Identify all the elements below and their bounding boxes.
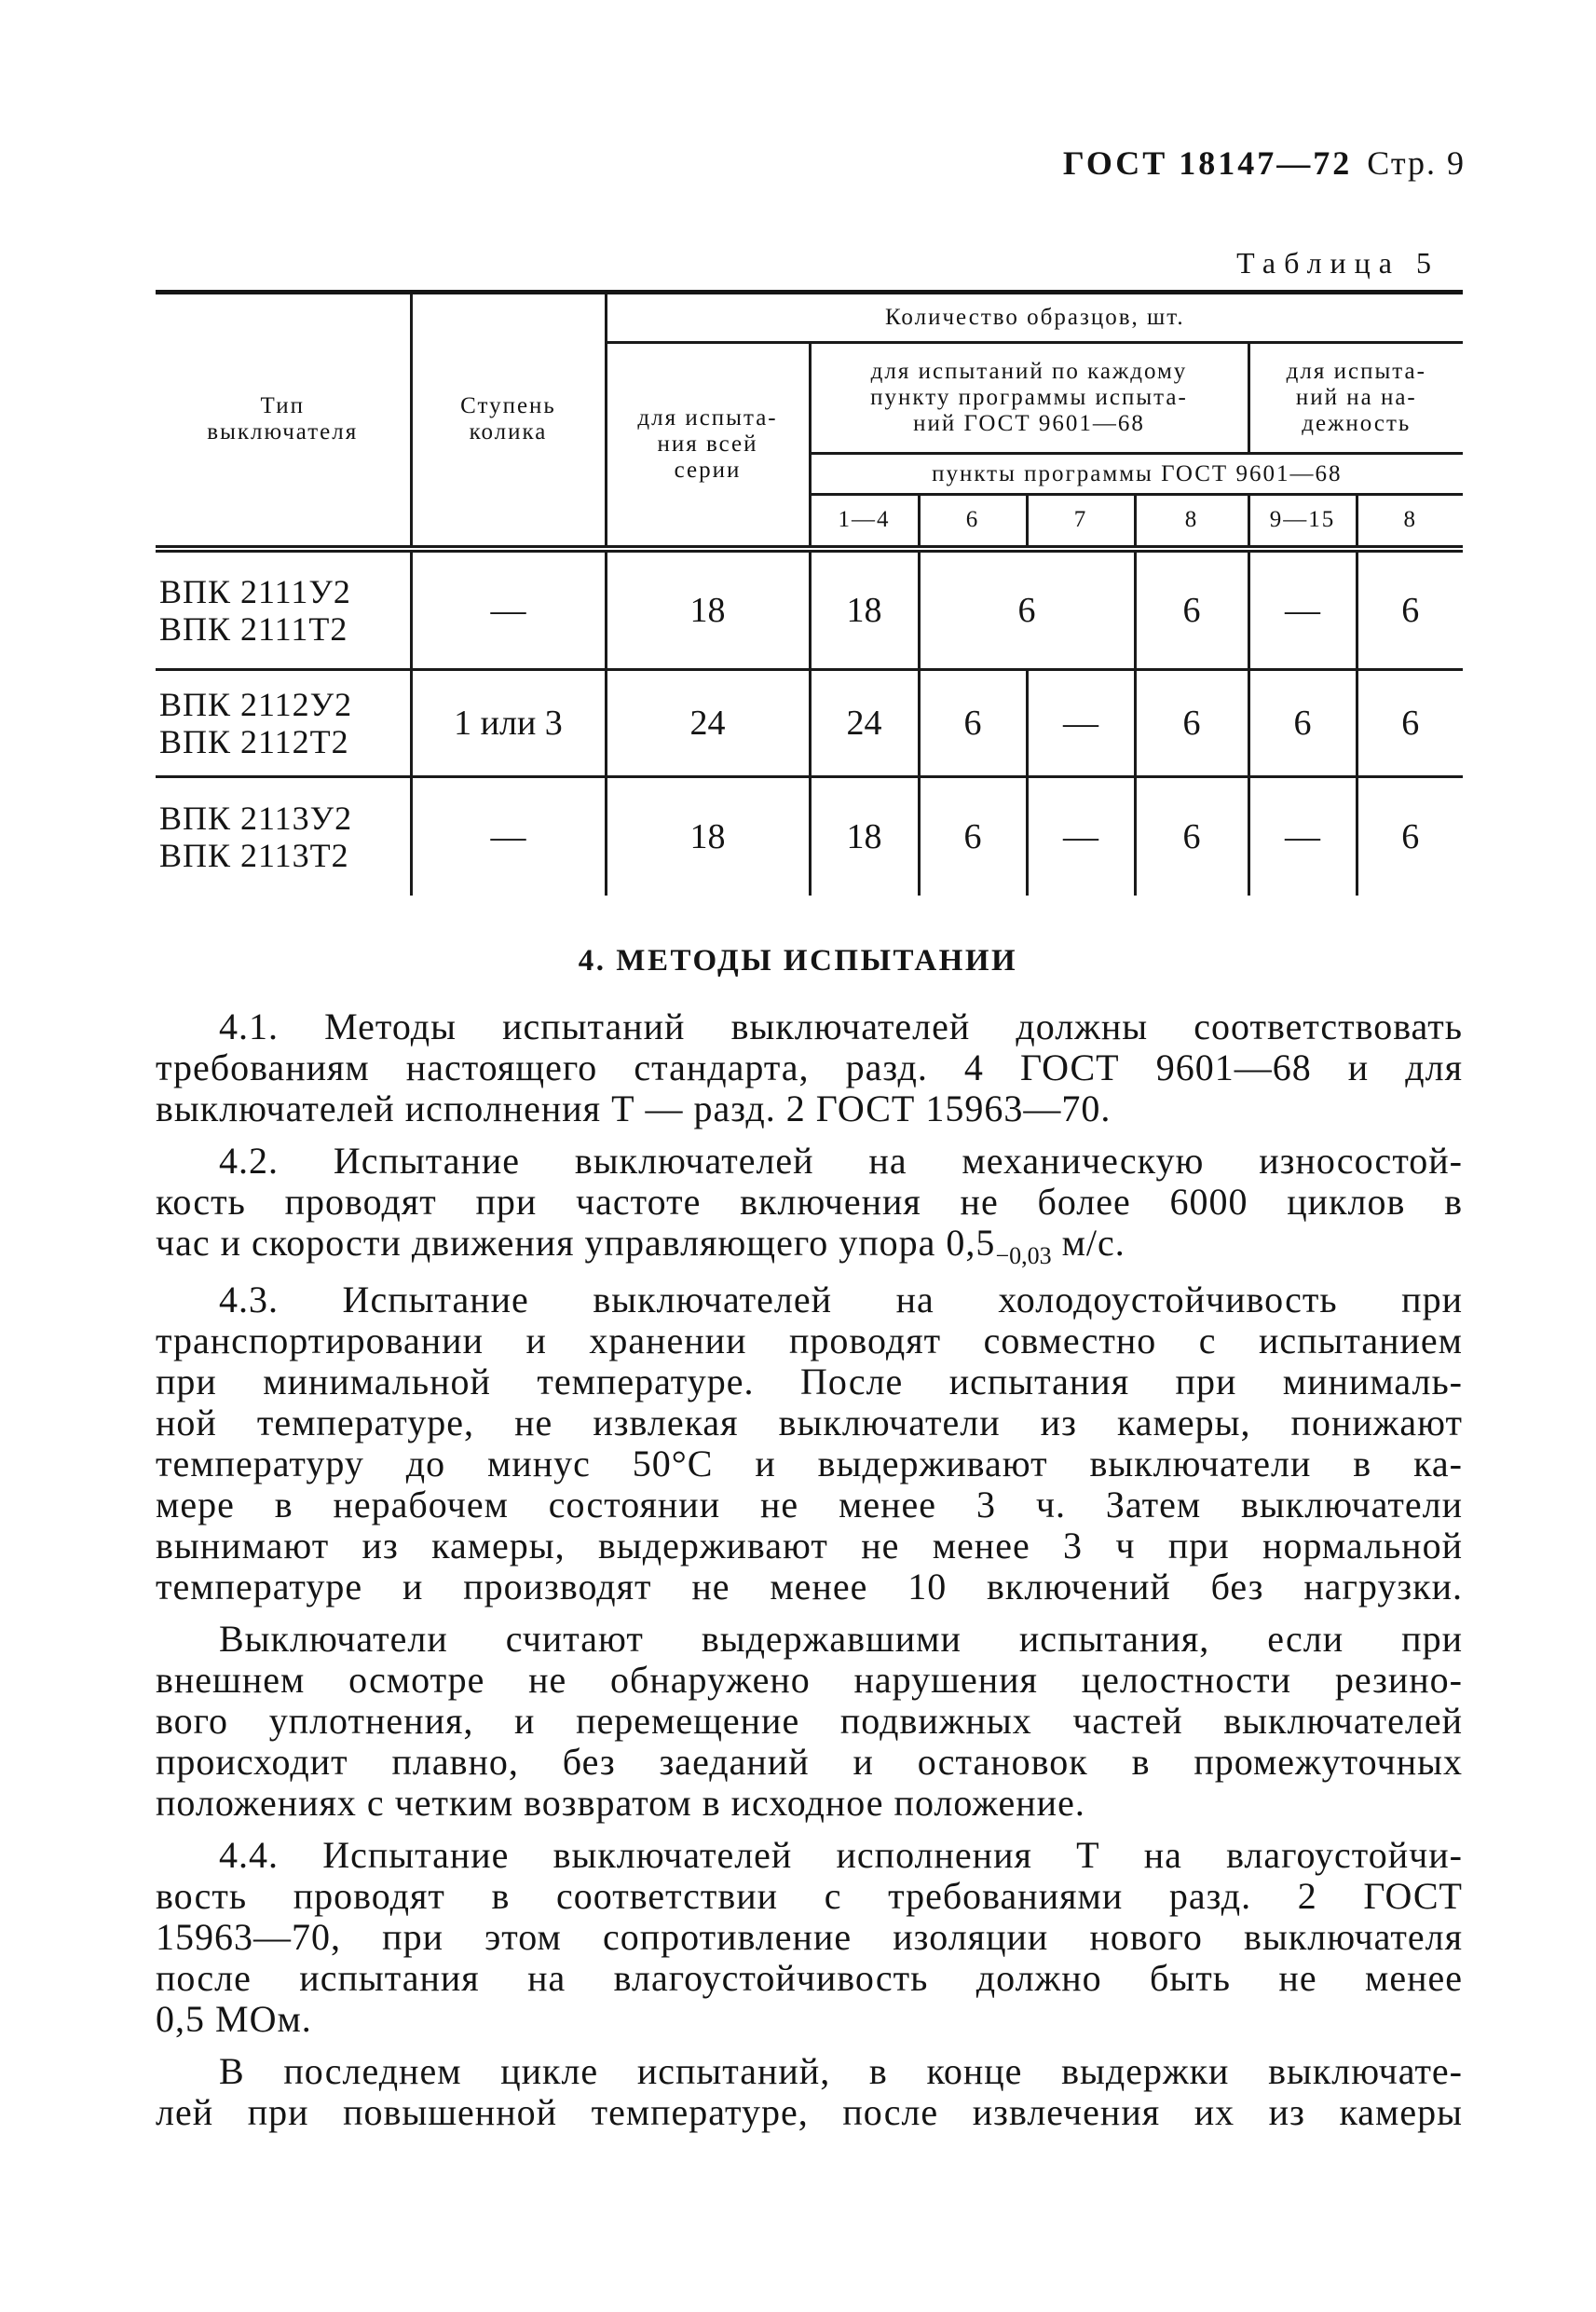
paragraph-4-3-result bbox=[156, 1619, 1463, 1824]
page-number: Стр. 9 bbox=[1367, 144, 1466, 182]
whole-series-cell: 18 bbox=[606, 777, 810, 896]
switch-type-cell bbox=[156, 777, 411, 896]
paragraph-4-4-continued bbox=[156, 2051, 1463, 2133]
text-line: 4.3. Испытание выключателей на холодоустойчивость при bbox=[219, 1279, 1463, 1320]
sample-count-cell: — bbox=[1248, 777, 1357, 896]
text-line: кость проводят при частоте включения не более 6000 циклов в bbox=[156, 1181, 1463, 1223]
text-line: 15963—70, при этом сопротивление изоляции нового выключателя bbox=[156, 1916, 1463, 1958]
header-whole-series bbox=[606, 343, 810, 549]
text-line: происходит плавно, без заеданий и остановок в промежуточных bbox=[156, 1741, 1463, 1783]
text-line: Выключатели считают выдержавшими испытания, если при bbox=[219, 1618, 1463, 1660]
text-line: температуре и производят не менее 10 включений без нагрузки. bbox=[156, 1566, 1463, 1607]
switch-type: ВПК 2113Т2 bbox=[159, 836, 349, 874]
text-line: транспортировании и хранении проводят совместно с испытанием bbox=[156, 1320, 1463, 1361]
switch-type-cell bbox=[156, 670, 411, 777]
header-item-col: 9—15 bbox=[1248, 495, 1357, 549]
stage-cell: — bbox=[411, 777, 606, 896]
text-line: требованиям настоящего стандарта, разд. 4 ГОСТ 9601—68 и для bbox=[156, 1047, 1463, 1088]
sample-count-cell: 6 bbox=[919, 549, 1135, 670]
table-row bbox=[156, 777, 1463, 896]
text-line: вого уплотнения, и перемещение подвижных частей выключателей bbox=[156, 1700, 1463, 1742]
stage-cell: — bbox=[411, 549, 606, 670]
speed-text: час и скорости движения управляющего упора 0,5 bbox=[156, 1222, 996, 1264]
running-header bbox=[1063, 144, 1466, 182]
table-caption: Таблица 5 bbox=[1236, 246, 1439, 280]
text-line: выключателей исполнения Т — разд. 2 ГОСТ 15963—70. bbox=[156, 1088, 1112, 1129]
sample-count-cell: 6 bbox=[919, 670, 1027, 777]
paragraph-4-4 bbox=[156, 1835, 1463, 2040]
switch-type: ВПК 2113У2 bbox=[159, 799, 353, 837]
header-row bbox=[156, 293, 1463, 343]
sample-count-cell: — bbox=[1027, 777, 1135, 896]
whole-series-cell: 24 bbox=[606, 670, 810, 777]
header-item-col: 6 bbox=[919, 495, 1027, 549]
header-line: выключателя bbox=[207, 419, 359, 445]
header-line: Тип bbox=[260, 393, 305, 419]
text-line bbox=[156, 1223, 1463, 1268]
section-body bbox=[156, 1006, 1463, 2133]
speed-unit: м/с. bbox=[1051, 1222, 1125, 1264]
sample-count-cell: 6 bbox=[1135, 670, 1248, 777]
stage-cell: 1 или 3 bbox=[411, 670, 606, 777]
text-line: после испытания на влагоустойчивость должно быть не менее bbox=[156, 1957, 1463, 1999]
speed-tolerance: −0,03 bbox=[995, 1242, 1052, 1269]
switch-type-cell bbox=[156, 549, 411, 670]
header-line: ний на на- bbox=[1295, 385, 1417, 410]
text-line: В последнем цикле испытаний, в конце выдержки выключате- bbox=[219, 2050, 1463, 2092]
table-row bbox=[156, 549, 1463, 670]
sample-count-cell: 6 bbox=[919, 777, 1027, 896]
text-line: лей при повышенной температуре, после извлечения их из камеры bbox=[156, 2091, 1463, 2133]
header-switch-type bbox=[156, 293, 411, 549]
text-line: вынимают из камеры, выдерживают не менее 3 ч при нормальной bbox=[156, 1525, 1463, 1566]
header-line: Ступень bbox=[460, 393, 556, 419]
standard-number: ГОСТ 18147—72 bbox=[1062, 144, 1353, 182]
header-line: ний ГОСТ 9601—68 bbox=[913, 411, 1145, 436]
header-line: серии bbox=[674, 457, 742, 483]
switch-type: ВПК 2111Т2 bbox=[159, 609, 348, 648]
sample-count-cell: 6 bbox=[1248, 670, 1357, 777]
text-line: 0,5 МОм. bbox=[156, 1998, 312, 2040]
header-line: для испытаний по каждому bbox=[870, 359, 1188, 384]
sample-count-cell: — bbox=[1027, 670, 1135, 777]
paragraph-4-1 bbox=[156, 1006, 1463, 1129]
text-line: 4.1. Методы испытаний выключателей должны соответствовать bbox=[219, 1006, 1463, 1047]
sample-count-cell: 6 bbox=[1357, 670, 1463, 777]
header-line: дежность bbox=[1302, 411, 1412, 436]
text-line: мере в нерабочем состоянии не менее 3 ч. Затем выключатели bbox=[156, 1484, 1463, 1525]
text-line: внешнем осмотре не обнаружено нарушения целостности резино- bbox=[156, 1659, 1463, 1701]
header-line: ния всей bbox=[657, 431, 758, 457]
switch-type: ВПК 2112У2 bbox=[159, 686, 353, 723]
header-program-items bbox=[810, 454, 1463, 495]
header-line: колика bbox=[469, 419, 548, 445]
sample-count-cell: 6 bbox=[1135, 777, 1248, 896]
text-line: ной температуре, не извлекая выключатели из камеры, понижают bbox=[156, 1402, 1463, 1443]
header-line: для испыта- bbox=[1286, 359, 1426, 384]
text-line: при минимальной температуре. После испытания при минималь- bbox=[156, 1361, 1463, 1402]
header-line: для испыта- bbox=[637, 404, 778, 431]
header-line: пункты программы ГОСТ 9601—68 bbox=[932, 460, 1343, 486]
text-line: 4.2. Испытание выключателей на механическую износостой- bbox=[219, 1140, 1463, 1182]
sample-count-cell: 6 bbox=[1135, 549, 1248, 670]
sample-count-cell: 18 bbox=[810, 549, 919, 670]
header-item-col: 7 bbox=[1027, 495, 1135, 549]
sample-count-cell: 18 bbox=[810, 777, 919, 896]
switch-type: ВПК 2112Т2 bbox=[159, 723, 349, 760]
text-line: 4.4. Испытание выключателей исполнения Т на влагоустойчи- bbox=[219, 1834, 1463, 1876]
section-heading: 4. МЕТОДЫ ИСПЫТАНИИ bbox=[578, 944, 1018, 978]
text-line: положениях с четким возвратом в исходное положение. bbox=[156, 1782, 1085, 1824]
text-line: температуру до минус 50°С и выдерживают выключатели в ка- bbox=[156, 1443, 1463, 1484]
paragraph-4-3 bbox=[156, 1279, 1463, 1607]
header-line: пункту программы испыта- bbox=[870, 385, 1188, 410]
header-item-col: 1—4 bbox=[810, 495, 919, 549]
header-item-col: 8 bbox=[1135, 495, 1248, 549]
sample-count-cell: — bbox=[1248, 549, 1357, 670]
table-row bbox=[156, 670, 1463, 777]
header-line: Количество образцов, шт. bbox=[885, 305, 1185, 330]
header-item-col: 8 bbox=[1357, 495, 1463, 549]
header-sample-count bbox=[606, 293, 1463, 343]
header-stage bbox=[411, 293, 606, 549]
table-5 bbox=[156, 290, 1463, 896]
sample-count-cell: 6 bbox=[1357, 777, 1463, 896]
paragraph-4-2 bbox=[156, 1141, 1463, 1268]
header-per-item bbox=[810, 343, 1248, 454]
header-reliability bbox=[1248, 343, 1463, 454]
text-line: вость проводят в соответствии с требованиями разд. 2 ГОСТ bbox=[156, 1875, 1463, 1917]
switch-type: ВПК 2111У2 bbox=[159, 572, 351, 610]
sample-count-cell: 24 bbox=[810, 670, 919, 777]
sample-count-cell: 6 bbox=[1357, 549, 1463, 670]
whole-series-cell: 18 bbox=[606, 549, 810, 670]
